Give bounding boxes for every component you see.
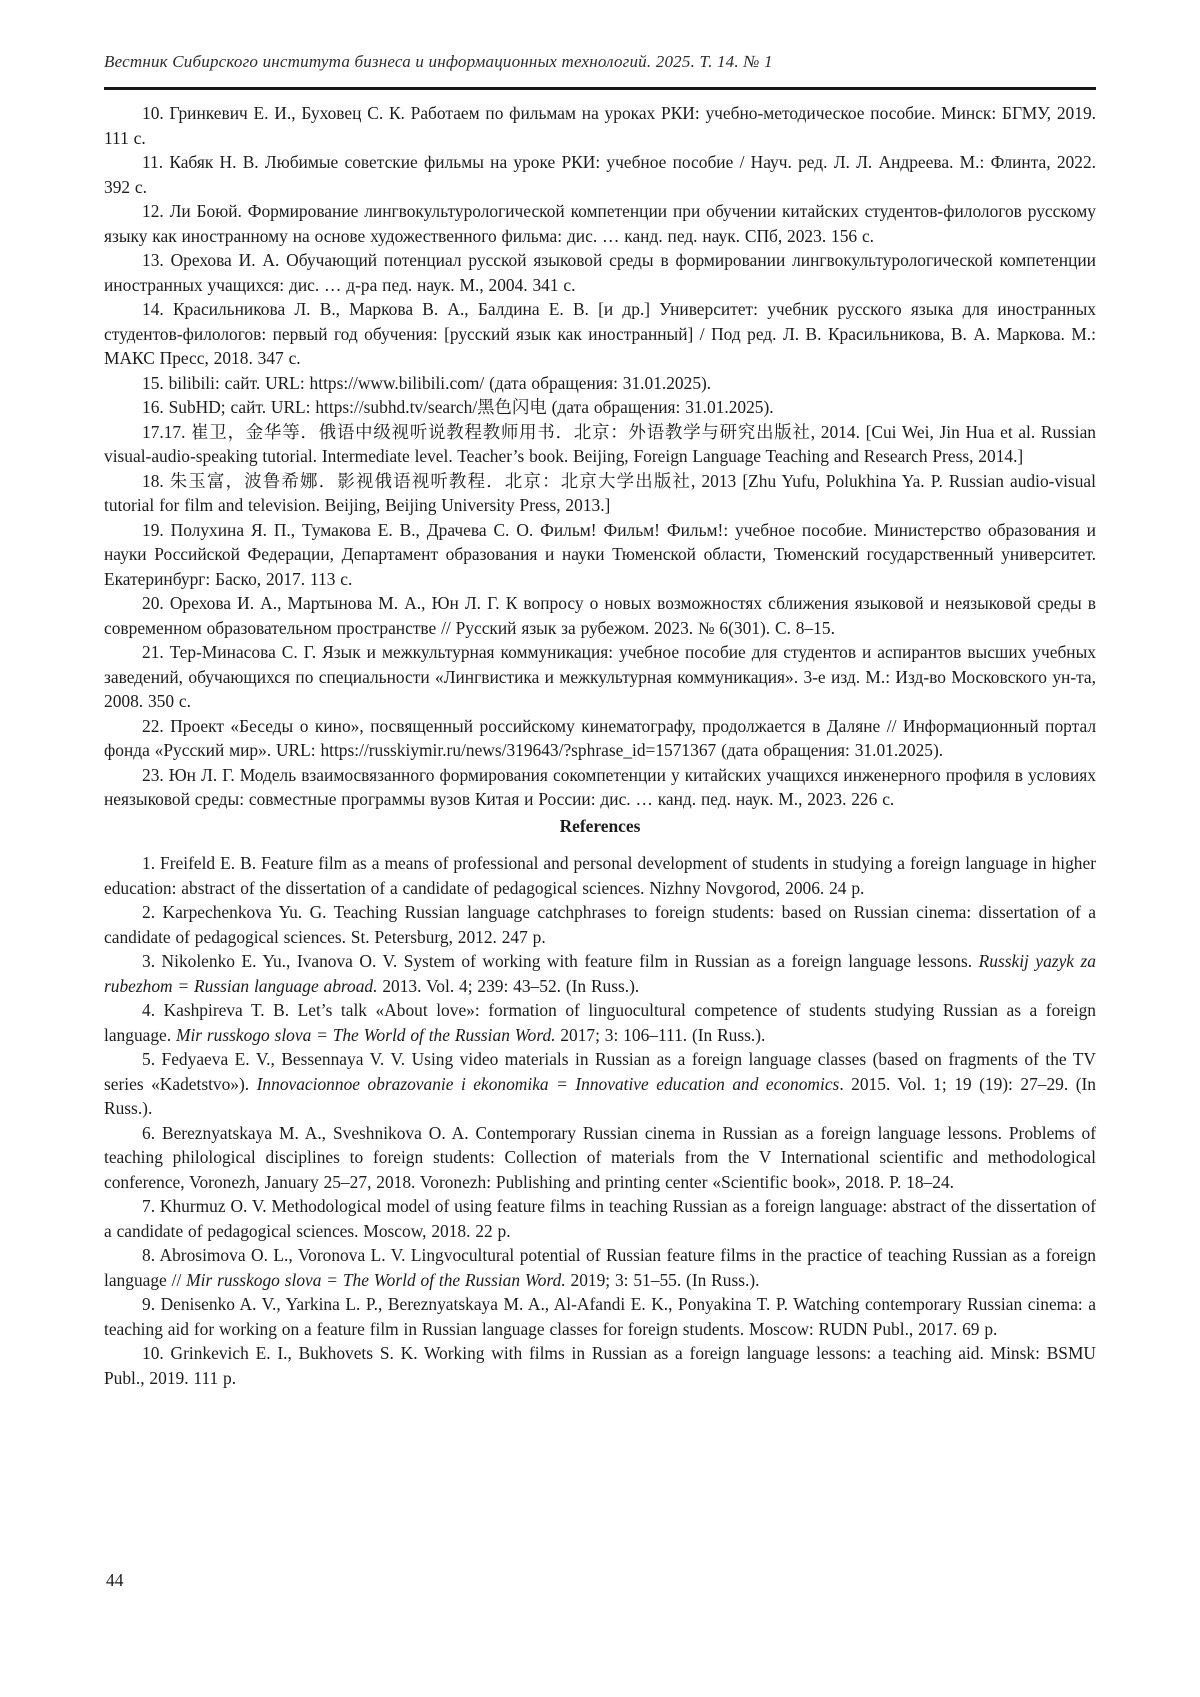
reference-journal-title: Mir russkogo slova = The World of the Russian Word. — [186, 1269, 566, 1290]
reference-item — [104, 640, 1096, 714]
reference-item — [104, 591, 1096, 640]
reference-text: 6. Bereznyatskaya M. A., Sveshnikova O. A. Contemporary Russian cinema in Russian as a foreign language lessons. Problems of teaching philological disciplines to foreign students: Collection of materials from the V International scientific and methodological conference, Voronezh, January 25–27, 2018. Voronezh: Publishing and printing center «Scientific book», 2018. P. 18–24. — [104, 1122, 1096, 1192]
reference-text: 10. Гринкевич Е. И., Буховец С. К. Работаем по фильмам на уроках РКИ: учебно-методическое пособие. Минск: БГМУ, 2019. 111 с. — [104, 103, 1096, 148]
reference-text: 20. Орехова И. А., Мартынова М. А., Юн Л. Г. К вопросу о новых возможностях сближения языковой и неязыковой среды в современном образовательном пространстве // Русский язык за рубежом. 2023. № 6(301). С. 8–15. — [104, 593, 1096, 638]
reference-text: 3. Nikolenko E. Yu., Ivanova O. V. System of working with feature film in Russian as a foreign language lessons. — [142, 951, 979, 971]
reference-text: 15. bilibili: сайт. URL: https://www.bilibili.com/ (дата обращения: 31.01.2025). — [142, 372, 712, 393]
reference-item — [104, 420, 1096, 469]
reference-text: 16. SubHD; сайт. URL: https://subhd.tv/search/黑色闪电 (дата обращения: 31.01.2025). — [142, 397, 774, 417]
english-reference-list — [104, 851, 1096, 1390]
reference-item — [104, 1243, 1096, 1292]
reference-text: 14. Красильникова Л. В., Маркова В. А., Балдина Е. В. [и др.] Университет: учебник русского языка для иностранных студентов-филологов: первый год обучения: [русский язык как иностранный] / Под ред. Л. В. Красильникова, В. А. Маркова. М.: МАКС Пресс, 2018. 347 с. — [104, 299, 1096, 368]
reference-item — [104, 371, 1096, 396]
reference-item — [104, 1341, 1096, 1390]
reference-item — [104, 1194, 1096, 1243]
reference-text: 22. Проект «Беседы о кино», посвященный российскому кинематографу, продолжается в Даляне // Информационный портал фонда «Русский мир». URL: https://russkiymir.ru/news/319643/?sphrase_id=1571367 (дата обращения: 31.01.2025). — [104, 715, 1096, 760]
page-number: 44 — [106, 1570, 124, 1590]
reference-text: 1. Freifeld E. B. Feature film as a means of professional and personal development of students in studying a foreign language in higher education: abstract of the dissertation of a candidate of pedagogical sciences. Nizhny Novgorod, 2006. 24 p. — [104, 853, 1096, 898]
reference-text: 10. Grinkevich E. I., Bukhovets S. K. Working with films in Russian as a foreign language lessons: a teaching aid. Minsk: BSMU Publ., 2019. 111 p. — [104, 1343, 1096, 1388]
reference-text: 17.17. 崔卫，金华等．俄语中级视听说教程教师用书．北京：外语教学与研究出版社, 2014. [Cui Wei, Jin Hua et al. Russian visual-audio-speaking tutorial. Intermediate level. Teacher’s book. Beijing, Foreign Language Teaching and Research Press, 2014.] — [104, 421, 1096, 466]
reference-text: 18. 朱玉富，波鲁希娜．影视俄语视听教程．北京：北京大学出版社, 2013 [Zhu Yufu, Polukhina Ya. P. Russian audio-visual tutorial for film and television. Beijing, Beijing University Press, 2013.] — [104, 470, 1096, 515]
reference-text: 13. Орехова И. А. Обучающий потенциал русской языковой среды в формировании лингвокультурологической компетенции иностранных учащихся: дис. … д-ра пед. наук. М., 2004. 341 с. — [104, 250, 1096, 295]
reference-text: 2019; 3: 51–55. (In Russ.). — [565, 1269, 760, 1290]
russian-reference-list — [104, 101, 1096, 812]
reference-item — [104, 1121, 1096, 1195]
reference-text: 5. Fedyaeva E. V., Bessennaya V. V. Using video materials in Russian as a foreign language classes (based on fragments of the TV series «Kadetstvo»). — [104, 1049, 1096, 1094]
reference-item — [104, 851, 1096, 900]
reference-text: 12. Ли Боюй. Формирование лингвокультурологической компетенции при обучении китайских студентов-филологов русскому языку как иностранному на основе художественного фильма: дис. … канд. пед. наук. СПб, 2023. 156 с. — [104, 201, 1096, 246]
reference-item — [104, 900, 1096, 949]
header-divider — [104, 87, 1096, 90]
reference-text: 7. Khurmuz O. V. Methodological model of using feature films in teaching Russian as a foreign language: abstract of the dissertation of a candidate of pedagogical sciences. Moscow, 2018. 22 p. — [104, 1196, 1096, 1241]
reference-item — [104, 297, 1096, 371]
reference-text: 11. Кабяк Н. В. Любимые советские фильмы на уроке РКИ: учебное пособие / Науч. ред. Л. Л. Андреева. М.: Флинта, 2022. 392 с. — [104, 152, 1096, 197]
reference-text: 2. Karpechenkova Yu. G. Teaching Russian language catchphrases to foreign students: based on Russian cinema: dissertation of a candidate of pedagogical sciences. St. Petersburg, 2012. 247 p. — [104, 902, 1096, 947]
reference-text: 2017; 3: 106–111. (In Russ.). — [555, 1024, 766, 1045]
reference-text: 8. Abrosimova O. L., Voronova L. V. Lingvocultural potential of Russian feature films in the practice of teaching Russian as a foreign language // — [104, 1245, 1096, 1290]
reference-journal-title: Russkij yazyk za rubezhom = Russian language abroad. — [104, 951, 1096, 996]
reference-item — [104, 949, 1096, 998]
reference-text: 2013. Vol. 4; 239: 43–52. (In Russ.). — [377, 975, 640, 996]
reference-item — [104, 199, 1096, 248]
reference-text: 19. Полухина Я. П., Тумакова Е. В., Драчева С. О. Фильм! Фильм! Фильм!: учебное пособие. Министерство образования и науки Российской Федерации, Департамент образования и науки Тюменской области, Тюменский государственный университет. Екатеринбург: Баско, 2017. 113 с. — [104, 519, 1096, 589]
reference-item — [104, 469, 1096, 518]
reference-text: 21. Тер-Минасова С. Г. Язык и межкультурная коммуникация: учебное пособие для студентов и аспирантов высших учебных заведений, обучающихся по специальности «Лингвистика и межкультурная коммуникация». 3-е изд. М.: Изд-во Московского ун-та, 2008. 350 с. — [104, 642, 1096, 711]
reference-item — [104, 518, 1096, 592]
reference-text: 4. Kashpireva T. B. Let’s talk «About love»: formation of linguocultural competence of students studying Russian as a foreign language. — [104, 1000, 1096, 1045]
reference-item — [104, 101, 1096, 150]
reference-item — [104, 998, 1096, 1047]
reference-text: 9. Denisenko A. V., Yarkina L. P., Bereznyatskaya M. A., Al-Afandi E. K., Ponyakina T. P. Watching contemporary Russian cinema: a teaching aid for working on a feature film in Russian language classes for foreign students. Moscow: RUDN Publ., 2017. 69 p. — [104, 1294, 1096, 1339]
reference-item — [104, 248, 1096, 297]
reference-item — [104, 763, 1096, 812]
reference-journal-title: Mir russkogo slova = The World of the Russian Word. — [175, 1024, 556, 1045]
references-heading: References — [559, 815, 641, 836]
reference-text: . 2015. Vol. 1; 19 (19): 27–29. (In Russ.). — [104, 1073, 1096, 1118]
reference-item — [104, 1047, 1096, 1121]
references-content — [104, 101, 1096, 1390]
journal-header: Вестник Сибирского института бизнеса и информационных технологий. 2025. Т. 14. № 1 — [104, 52, 773, 71]
reference-item — [104, 714, 1096, 763]
reference-item — [104, 395, 1096, 420]
reference-text: 23. Юн Л. Г. Модель взаимосвязанного формирования сокомпетенции у китайских учащихся инженерного профиля в условиях неязыковой среды: совместные программы вузов Китая и России: дис. … канд. пед. наук. М., 2023. 226 с. — [104, 764, 1096, 809]
reference-item — [104, 150, 1096, 199]
reference-item — [104, 1292, 1096, 1341]
reference-journal-title: Innovacionnoe obrazovanie i ekonomika = Innovative education and economics — [256, 1073, 840, 1094]
